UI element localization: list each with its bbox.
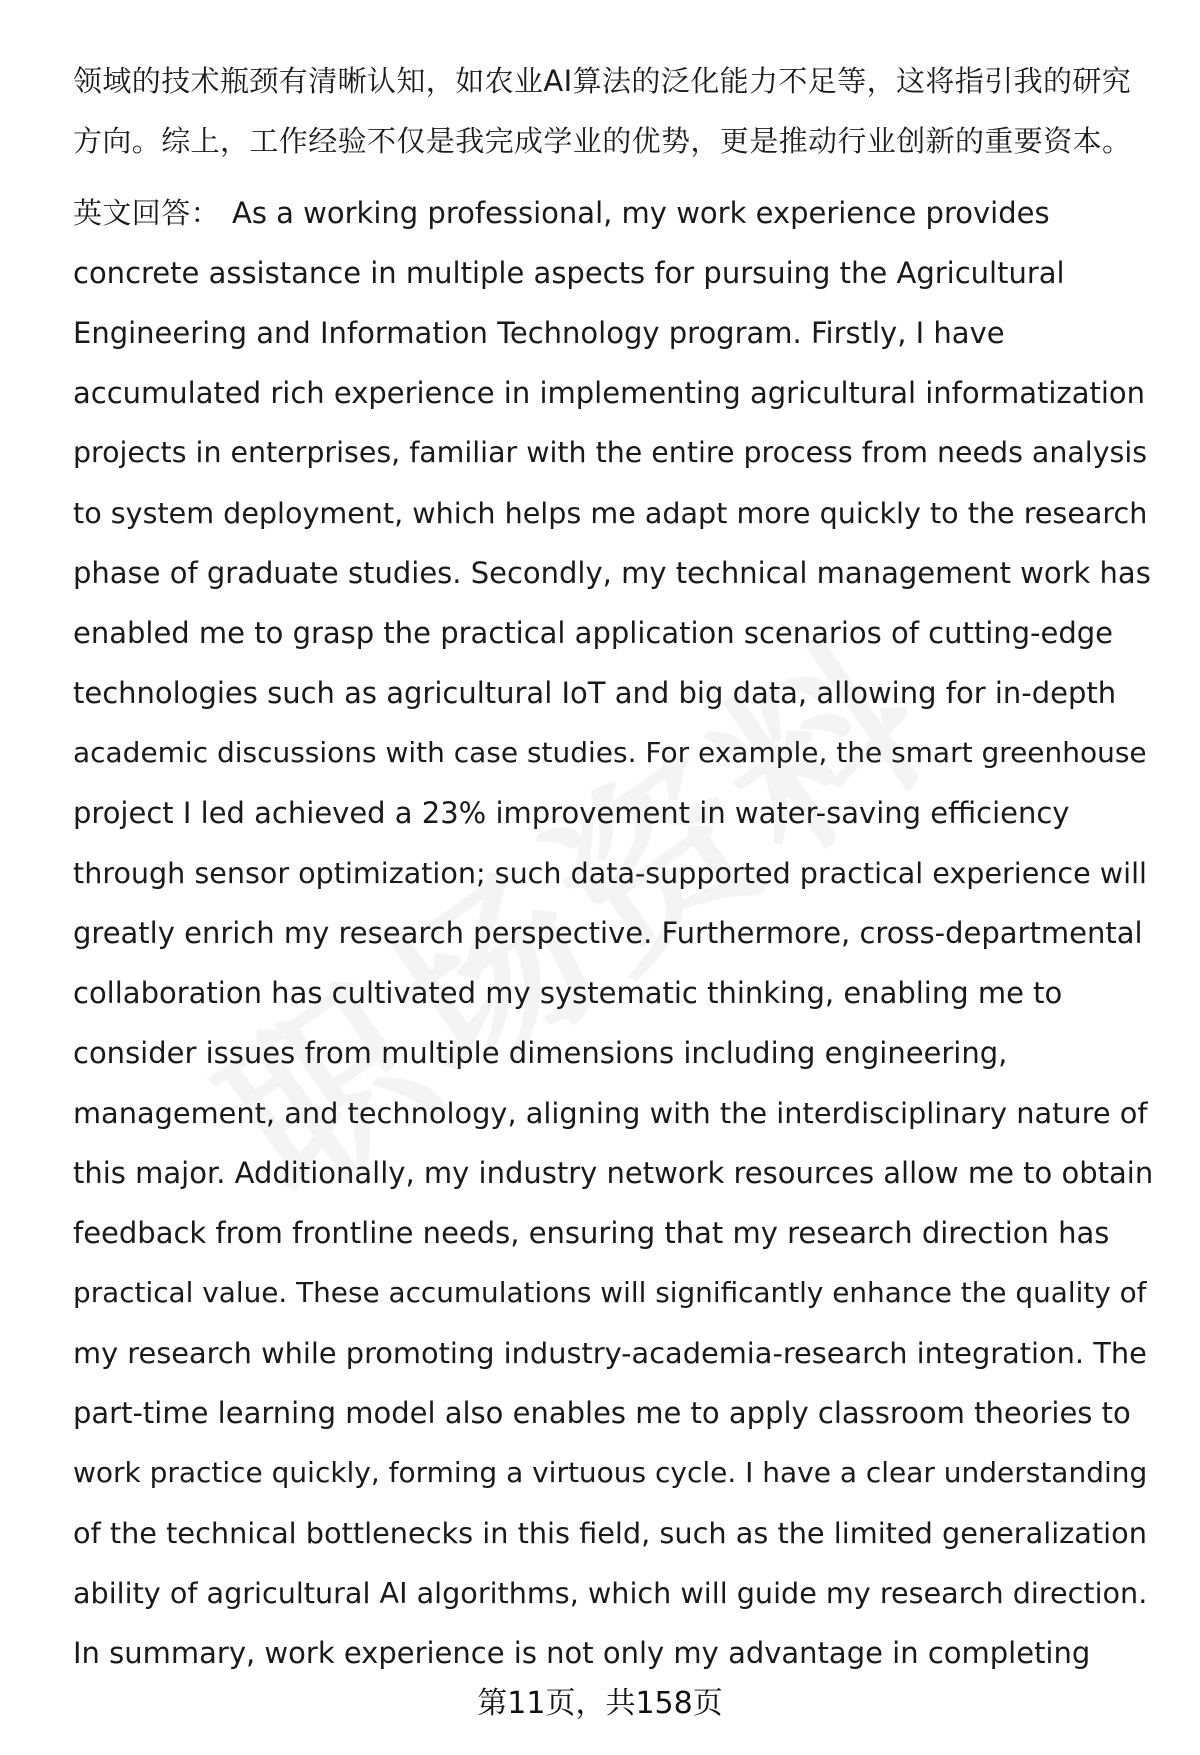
english-text-line-1-content: As a working professional, my work experience provides — [232, 196, 1050, 230]
english-text-line-7: phase of graduate studies. Secondly, my technical management work has — [73, 556, 1151, 590]
english-text-line-1 — [73, 190, 1153, 250]
english-text-line-8: enabled me to grasp the practical application scenarios of cutting-edge — [73, 616, 1114, 650]
english-text-line-20: my research while promoting industry-academia-research integration. The — [73, 1336, 1147, 1370]
english-text-line-12: through sensor optimization; such data-supported practical experience will — [73, 856, 1147, 890]
english-text-line-2: concrete assistance in multiple aspects for pursuing the Agricultural — [73, 256, 1065, 290]
english-text-line-3: Engineering and Information Technology program. Firstly, I have — [73, 316, 1005, 350]
english-text-line-13: greatly enrich my research perspective. Furthermore, cross-departmental — [73, 916, 1143, 950]
english-answer-label: 英文回答： — [73, 196, 221, 230]
english-text-line-5: projects in enterprises, familiar with the entire process from needs analysis — [73, 436, 1148, 469]
chinese-text-line-2: 方向。综上，工作经验不仅是我完成学业的优势，更是推动行业创新的重要资本。 — [73, 124, 1132, 158]
english-text-line-21: part-time learning model also enables me to apply classroom theories to — [73, 1396, 1131, 1430]
english-text-line-22: work practice quickly, forming a virtuous cycle. I have a clear understanding — [73, 1456, 1148, 1489]
english-text-line-11: project I led achieved a 23% improvement in water-saving efficiency — [73, 796, 1070, 830]
document-body — [73, 58, 1153, 1690]
english-text-line-17: this major. Additionally, my industry network resources allow me to obtain — [73, 1156, 1154, 1190]
english-text-line-16: management, and technology, aligning with the interdisciplinary nature of — [73, 1096, 1148, 1130]
english-text-line-23: of the technical bottlenecks in this field, such as the limited generalization — [73, 1516, 1147, 1550]
english-text-line-4: accumulated rich experience in implementing agricultural informatization — [73, 376, 1146, 410]
english-text-line-15: consider issues from multiple dimensions including engineering, — [73, 1036, 1008, 1070]
paragraph-gap — [73, 178, 1153, 190]
english-text-line-10: academic discussions with case studies. For example, the smart greenhouse — [73, 736, 1147, 769]
english-text-line-9: technologies such as agricultural IoT and big data, allowing for in-depth — [73, 676, 1117, 710]
chinese-text-line-1: 领域的技术瓶颈有清晰认知，如农业AI算法的泛化能力不足等，这将指引我的研究 — [73, 64, 1132, 98]
english-text-line-24: ability of agricultural AI algorithms, which will guide my research direction. — [73, 1576, 1148, 1610]
english-text-line-19: practical value. These accumulations will significantly enhance the quality of — [73, 1276, 1147, 1309]
english-text-line-18: feedback from frontline needs, ensuring that my research direction has — [73, 1216, 1110, 1250]
english-text-line-25: In summary, work experience is not only my advantage in completing — [73, 1636, 1091, 1670]
english-text-line-6: to system deployment, which helps me adapt more quickly to the research — [73, 496, 1148, 530]
page-number-footer: 第11页，共158页 — [477, 1686, 723, 1721]
english-text-line-14: collaboration has cultivated my systematic thinking, enabling me to — [73, 976, 1063, 1010]
